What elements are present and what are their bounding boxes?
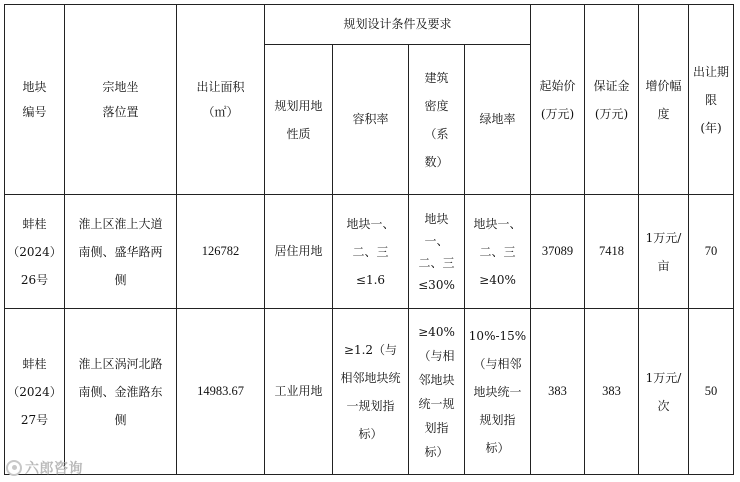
land-use-cell: 居住用地 bbox=[265, 195, 333, 309]
header-area: 出让面积 （㎡） bbox=[177, 5, 265, 195]
watermark-logo-icon bbox=[6, 460, 22, 476]
header-location: 宗地坐 落位置 bbox=[65, 5, 177, 195]
land-auction-table bbox=[4, 4, 734, 475]
plot-no-cell: 蚌桂 （2024） 27号 bbox=[5, 309, 65, 475]
density-cell: ≥40% （与相 邻地块 统一规 划指 标） bbox=[409, 309, 465, 475]
header-increment: 增价幅 度 bbox=[639, 5, 689, 195]
location-cell: 淮上区淮上大道 南侧、盛华路两 侧 bbox=[65, 195, 177, 309]
header-land-use: 规划用地 性质 bbox=[265, 45, 333, 195]
density-cell: 地块 一、 二、三 ≤30% bbox=[409, 195, 465, 309]
deposit-cell: 383 bbox=[585, 309, 639, 475]
header-density: 建筑 密度 （系 数） bbox=[409, 45, 465, 195]
table-row bbox=[5, 195, 734, 309]
green-ratio-cell: 地块一、 二、三 ≥40% bbox=[465, 195, 531, 309]
increment-cell: 1万元/ 亩 bbox=[639, 195, 689, 309]
start-price-cell: 383 bbox=[531, 309, 585, 475]
far-cell: 地块一、 二、三 ≤1.6 bbox=[333, 195, 409, 309]
term-cell: 70 bbox=[689, 195, 734, 309]
term-cell: 50 bbox=[689, 309, 734, 475]
header-planning-conditions: 规划设计条件及要求 bbox=[265, 5, 531, 45]
header-start-price: 起始价 (万元) bbox=[531, 5, 585, 195]
green-ratio-cell: 10%-15% （与相邻 地块统一 规划指 标） bbox=[465, 309, 531, 475]
watermark bbox=[6, 457, 83, 479]
watermark-text: 六郎咨询 bbox=[25, 461, 83, 477]
header-term: 出让期 限 (年) bbox=[689, 5, 734, 195]
header-deposit: 保证金 (万元) bbox=[585, 5, 639, 195]
land-use-cell: 工业用地 bbox=[265, 309, 333, 475]
header-far: 容积率 bbox=[333, 45, 409, 195]
location-cell: 淮上区涡河北路 南侧、金淮路东 侧 bbox=[65, 309, 177, 475]
plot-no-cell: 蚌桂 （2024） 26号 bbox=[5, 195, 65, 309]
increment-cell: 1万元/ 次 bbox=[639, 309, 689, 475]
far-cell: ≥1.2（与 相邻地块统 一规划指 标） bbox=[333, 309, 409, 475]
table-row bbox=[5, 309, 734, 475]
area-cell: 14983.67 bbox=[177, 309, 265, 475]
start-price-cell: 37089 bbox=[531, 195, 585, 309]
header-plot-no: 地块 编号 bbox=[5, 5, 65, 195]
header-green-ratio: 绿地率 bbox=[465, 45, 531, 195]
area-cell: 126782 bbox=[177, 195, 265, 309]
deposit-cell: 7418 bbox=[585, 195, 639, 309]
